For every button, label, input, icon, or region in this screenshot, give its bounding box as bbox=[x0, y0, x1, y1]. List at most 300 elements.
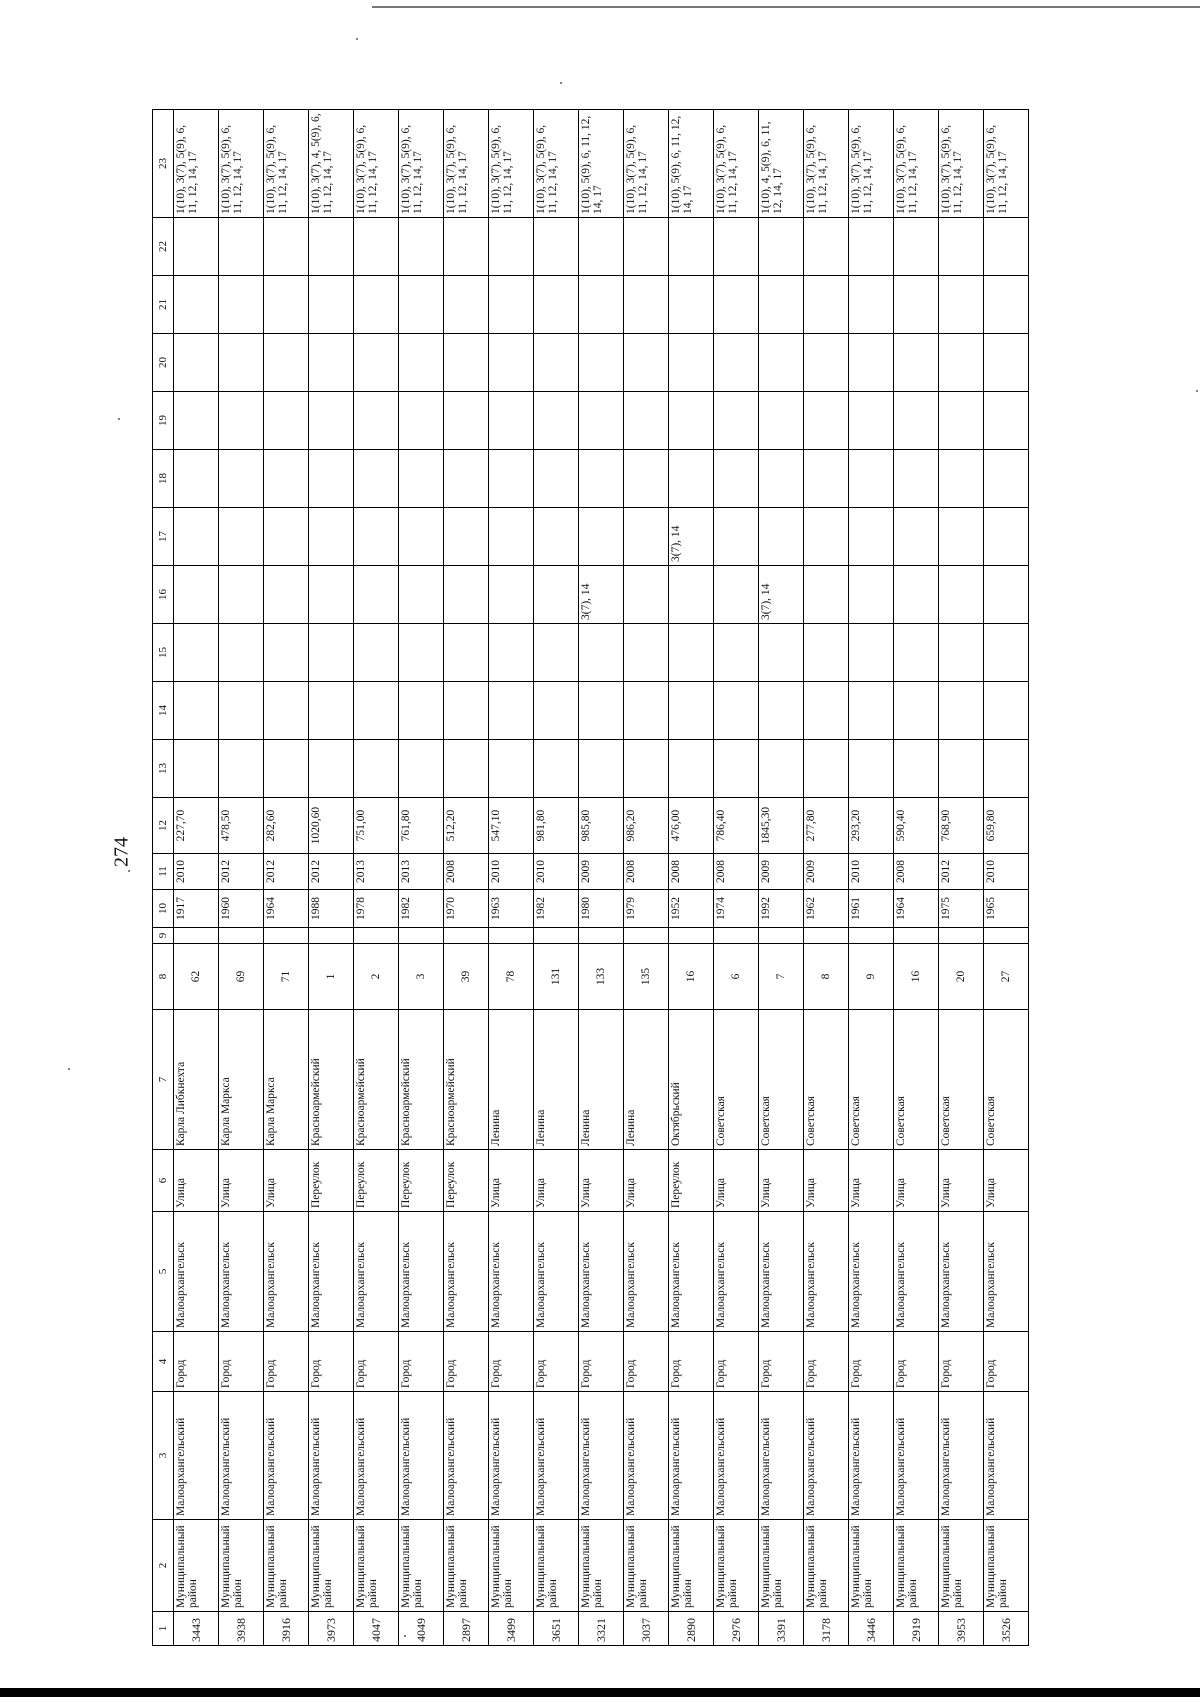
cell-c23: 1(10), 3(7), 5(9), 6, 11, 12, 14, 17 bbox=[534, 110, 579, 218]
cell-c14 bbox=[984, 682, 1029, 740]
cell-c20 bbox=[309, 334, 354, 392]
cell-c3: Малоархангельский bbox=[444, 1392, 489, 1520]
cell-c21 bbox=[219, 276, 264, 334]
cell-c9 bbox=[264, 928, 309, 944]
cell-c5: Малоархангельск bbox=[939, 1212, 984, 1332]
cell-c17: 3(7), 14 bbox=[669, 508, 714, 566]
cell-c13 bbox=[894, 740, 939, 798]
cell-c11: 2013 bbox=[399, 854, 444, 890]
column-number-20: 20 bbox=[153, 334, 174, 392]
cell-c18 bbox=[579, 450, 624, 508]
cell-c16 bbox=[219, 566, 264, 624]
cell-c3: Малоархангельский bbox=[399, 1392, 444, 1520]
cell-c14 bbox=[174, 682, 219, 740]
cell-c20 bbox=[354, 334, 399, 392]
cell-c16 bbox=[669, 566, 714, 624]
cell-c18 bbox=[399, 450, 444, 508]
cell-c15 bbox=[714, 624, 759, 682]
cell-c13 bbox=[174, 740, 219, 798]
cell-c7: Советская bbox=[939, 1010, 984, 1150]
cell-c22 bbox=[804, 218, 849, 276]
cell-c4: Город bbox=[489, 1332, 534, 1392]
cell-c1: 3037 bbox=[624, 1612, 669, 1646]
cell-c14 bbox=[354, 682, 399, 740]
cell-c13 bbox=[939, 740, 984, 798]
cell-c22 bbox=[579, 218, 624, 276]
cell-c5: Малоархангельск bbox=[309, 1212, 354, 1332]
cell-c5: Малоархангельск bbox=[489, 1212, 534, 1332]
rotated-table-wrapper bbox=[152, 110, 1086, 1646]
cell-c23: 1(10), 5(9), 6, 11, 12, 14, 17 bbox=[669, 110, 714, 218]
cell-c3: Малоархангельский bbox=[219, 1392, 264, 1520]
cell-c14 bbox=[714, 682, 759, 740]
cell-c9 bbox=[174, 928, 219, 944]
cell-c12: 293,20 bbox=[849, 798, 894, 854]
cell-c20 bbox=[264, 334, 309, 392]
cell-c5: Малоархангельск bbox=[669, 1212, 714, 1332]
cell-c10: 1980 bbox=[579, 890, 624, 928]
cell-c10: 1962 bbox=[804, 890, 849, 928]
cell-c9 bbox=[669, 928, 714, 944]
column-number-19: 19 bbox=[153, 392, 174, 450]
cell-c2: Муниципальный район bbox=[759, 1520, 804, 1612]
table-row bbox=[804, 110, 849, 1646]
cell-c22 bbox=[624, 218, 669, 276]
cell-c4: Город bbox=[894, 1332, 939, 1392]
cell-c7: Ленина bbox=[579, 1010, 624, 1150]
cell-c19 bbox=[894, 392, 939, 450]
cell-c4: Город bbox=[264, 1332, 309, 1392]
cell-c4: Город bbox=[534, 1332, 579, 1392]
cell-c18 bbox=[444, 450, 489, 508]
cell-c18 bbox=[354, 450, 399, 508]
cell-c18 bbox=[939, 450, 984, 508]
cell-c16 bbox=[849, 566, 894, 624]
cell-c16 bbox=[894, 566, 939, 624]
cell-c20 bbox=[174, 334, 219, 392]
cell-c3: Малоархангельский bbox=[309, 1392, 354, 1520]
cell-c19 bbox=[399, 392, 444, 450]
cell-c17 bbox=[984, 508, 1029, 566]
cell-c4: Город bbox=[624, 1332, 669, 1392]
cell-c8: 69 bbox=[219, 944, 264, 1010]
cell-c16 bbox=[354, 566, 399, 624]
cell-c22 bbox=[354, 218, 399, 276]
cell-c23: 1(10), 3(7), 5(9), 6, 11, 12, 14, 17 bbox=[399, 110, 444, 218]
cell-c8: 9 bbox=[849, 944, 894, 1010]
cell-c11: 2009 bbox=[804, 854, 849, 890]
cell-c18 bbox=[534, 450, 579, 508]
cell-c7: Советская bbox=[849, 1010, 894, 1150]
cell-c23: 1(10), 3(7), 5(9), 6, 11, 12, 14, 17 bbox=[939, 110, 984, 218]
cell-c6: Улица bbox=[579, 1150, 624, 1212]
cell-c4: Город bbox=[354, 1332, 399, 1392]
cell-c11: 2010 bbox=[984, 854, 1029, 890]
cell-c17 bbox=[489, 508, 534, 566]
cell-c19 bbox=[174, 392, 219, 450]
cell-c15 bbox=[489, 624, 534, 682]
cell-c8: 135 bbox=[624, 944, 669, 1010]
cell-c2: Муниципальный район bbox=[849, 1520, 894, 1612]
cell-c4: Город bbox=[804, 1332, 849, 1392]
cell-c7: Красноармейский bbox=[444, 1010, 489, 1150]
cell-c11: 2010 bbox=[174, 854, 219, 890]
cell-c19 bbox=[579, 392, 624, 450]
cell-c11: 2012 bbox=[939, 854, 984, 890]
table-row bbox=[534, 110, 579, 1646]
cell-c22 bbox=[669, 218, 714, 276]
cell-c5: Малоархангельск bbox=[399, 1212, 444, 1332]
cell-c15 bbox=[534, 624, 579, 682]
cell-c6: Переулок bbox=[354, 1150, 399, 1212]
cell-c21 bbox=[309, 276, 354, 334]
cell-c5: Малоархангельск bbox=[714, 1212, 759, 1332]
cell-c6: Улица bbox=[219, 1150, 264, 1212]
cell-c4: Город bbox=[309, 1332, 354, 1392]
cell-c11: 2009 bbox=[579, 854, 624, 890]
cell-c16 bbox=[489, 566, 534, 624]
cell-c13 bbox=[579, 740, 624, 798]
cell-c5: Малоархангельск bbox=[264, 1212, 309, 1332]
cell-c1: 3446 bbox=[849, 1612, 894, 1646]
cell-c6: Переулок bbox=[444, 1150, 489, 1212]
scan-speck bbox=[356, 38, 358, 40]
cell-c18 bbox=[894, 450, 939, 508]
cell-c21 bbox=[624, 276, 669, 334]
cell-c9 bbox=[309, 928, 354, 944]
cell-c22 bbox=[174, 218, 219, 276]
cell-c13 bbox=[624, 740, 669, 798]
cell-c1: 3973 bbox=[309, 1612, 354, 1646]
cell-c19 bbox=[534, 392, 579, 450]
cell-c21 bbox=[399, 276, 444, 334]
cell-c13 bbox=[399, 740, 444, 798]
cell-c7: Советская bbox=[894, 1010, 939, 1150]
cell-c22 bbox=[399, 218, 444, 276]
cell-c20 bbox=[489, 334, 534, 392]
cell-c16 bbox=[264, 566, 309, 624]
cell-c6: Переулок bbox=[399, 1150, 444, 1212]
cell-c4: Город bbox=[174, 1332, 219, 1392]
cell-c19 bbox=[444, 392, 489, 450]
column-number-12: 12 bbox=[153, 798, 174, 854]
cell-c5: Малоархангельск bbox=[894, 1212, 939, 1332]
cell-c14 bbox=[489, 682, 534, 740]
cell-c12: 768,90 bbox=[939, 798, 984, 854]
column-number-22: 22 bbox=[153, 218, 174, 276]
cell-c11: 2008 bbox=[624, 854, 669, 890]
cell-c18 bbox=[264, 450, 309, 508]
cell-c15 bbox=[399, 624, 444, 682]
top-rule bbox=[372, 6, 1200, 8]
cell-c17 bbox=[264, 508, 309, 566]
registry-table bbox=[152, 109, 1029, 1646]
cell-c22 bbox=[489, 218, 534, 276]
column-number-18: 18 bbox=[153, 450, 174, 508]
column-number-header bbox=[153, 110, 174, 1646]
cell-c23: 1(10), 5(9), 6, 11, 12, 14, 17 bbox=[579, 110, 624, 218]
cell-c21 bbox=[984, 276, 1029, 334]
cell-c3: Малоархангельский bbox=[579, 1392, 624, 1520]
cell-c17 bbox=[759, 508, 804, 566]
cell-c17 bbox=[354, 508, 399, 566]
cell-c12: 512,20 bbox=[444, 798, 489, 854]
cell-c11: 2010 bbox=[489, 854, 534, 890]
cell-c3: Малоархангельский bbox=[849, 1392, 894, 1520]
cell-c12: 590,40 bbox=[894, 798, 939, 854]
cell-c20 bbox=[984, 334, 1029, 392]
table-row bbox=[894, 110, 939, 1646]
cell-c6: Улица bbox=[894, 1150, 939, 1212]
cell-c22 bbox=[894, 218, 939, 276]
cell-c11: 2012 bbox=[264, 854, 309, 890]
cell-c9 bbox=[534, 928, 579, 944]
table-row bbox=[714, 110, 759, 1646]
cell-c17 bbox=[444, 508, 489, 566]
cell-c23: 1(10), 3(7), 5(9), 6, 11, 12, 14, 17 bbox=[174, 110, 219, 218]
cell-c6: Улица bbox=[174, 1150, 219, 1212]
cell-c9 bbox=[849, 928, 894, 944]
cell-c22 bbox=[309, 218, 354, 276]
column-number-16: 16 bbox=[153, 566, 174, 624]
cell-c2: Муниципальный район bbox=[174, 1520, 219, 1612]
cell-c21 bbox=[714, 276, 759, 334]
cell-c21 bbox=[444, 276, 489, 334]
cell-c16 bbox=[804, 566, 849, 624]
scan-speck bbox=[128, 870, 130, 872]
cell-c10: 1917 bbox=[174, 890, 219, 928]
cell-c6: Улица bbox=[534, 1150, 579, 1212]
cell-c10: 1982 bbox=[534, 890, 579, 928]
cell-c22 bbox=[534, 218, 579, 276]
cell-c11: 2008 bbox=[669, 854, 714, 890]
cell-c7: Советская bbox=[804, 1010, 849, 1150]
cell-c12: 985,80 bbox=[579, 798, 624, 854]
cell-c16 bbox=[444, 566, 489, 624]
cell-c5: Малоархангельск bbox=[804, 1212, 849, 1332]
cell-c12: 751,00 bbox=[354, 798, 399, 854]
cell-c11: 2012 bbox=[219, 854, 264, 890]
cell-c10: 1970 bbox=[444, 890, 489, 928]
cell-c14 bbox=[804, 682, 849, 740]
cell-c15 bbox=[849, 624, 894, 682]
cell-c20 bbox=[444, 334, 489, 392]
cell-c9 bbox=[759, 928, 804, 944]
cell-c2: Муниципальный район bbox=[669, 1520, 714, 1612]
cell-c7: Октябрьский bbox=[669, 1010, 714, 1150]
cell-c20 bbox=[939, 334, 984, 392]
cell-c10: 1964 bbox=[264, 890, 309, 928]
cell-c21 bbox=[669, 276, 714, 334]
cell-c15 bbox=[264, 624, 309, 682]
cell-c2: Муниципальный район bbox=[489, 1520, 534, 1612]
table-row bbox=[579, 110, 624, 1646]
cell-c14 bbox=[264, 682, 309, 740]
column-number-4: 4 bbox=[153, 1332, 174, 1392]
cell-c17 bbox=[174, 508, 219, 566]
cell-c23: 1(10), 3(7), 5(9), 6, 11, 12, 14, 17 bbox=[804, 110, 849, 218]
cell-c5: Малоархангельск bbox=[849, 1212, 894, 1332]
cell-c1: 3178 bbox=[804, 1612, 849, 1646]
cell-c19 bbox=[624, 392, 669, 450]
cell-c22 bbox=[984, 218, 1029, 276]
cell-c8: 27 bbox=[984, 944, 1029, 1010]
cell-c1: 4047 bbox=[354, 1612, 399, 1646]
cell-c9 bbox=[489, 928, 534, 944]
cell-c22 bbox=[939, 218, 984, 276]
cell-c15 bbox=[939, 624, 984, 682]
column-number-1: 1 bbox=[153, 1612, 174, 1646]
cell-c15 bbox=[579, 624, 624, 682]
cell-c7: Карла Маркса bbox=[219, 1010, 264, 1150]
cell-c3: Малоархангельский bbox=[894, 1392, 939, 1520]
cell-c3: Малоархангельский bbox=[759, 1392, 804, 1520]
cell-c4: Город bbox=[714, 1332, 759, 1392]
cell-c23: 1(10), 3(7), 4, 5(9), 6, 11, 12, 14, 17 bbox=[309, 110, 354, 218]
cell-c10: 1960 bbox=[219, 890, 264, 928]
cell-c2: Муниципальный район bbox=[579, 1520, 624, 1612]
cell-c20 bbox=[624, 334, 669, 392]
cell-c18 bbox=[804, 450, 849, 508]
table-row bbox=[444, 110, 489, 1646]
cell-c7: Советская bbox=[714, 1010, 759, 1150]
cell-c16 bbox=[309, 566, 354, 624]
cell-c9 bbox=[354, 928, 399, 944]
cell-c12: 1020,60 bbox=[309, 798, 354, 854]
cell-c17 bbox=[579, 508, 624, 566]
cell-c20 bbox=[669, 334, 714, 392]
cell-c16 bbox=[624, 566, 669, 624]
column-number-2: 2 bbox=[153, 1520, 174, 1612]
cell-c12: 277,80 bbox=[804, 798, 849, 854]
cell-c2: Муниципальный район bbox=[219, 1520, 264, 1612]
cell-c6: Улица bbox=[984, 1150, 1029, 1212]
cell-c23: 1(10), 3(7), 5(9), 6, 11, 12, 14, 17 bbox=[444, 110, 489, 218]
cell-c1: 3651 bbox=[534, 1612, 579, 1646]
cell-c19 bbox=[489, 392, 534, 450]
cell-c5: Малоархангельск bbox=[219, 1212, 264, 1332]
cell-c11: 2010 bbox=[849, 854, 894, 890]
cell-c14 bbox=[669, 682, 714, 740]
table-body bbox=[174, 110, 1029, 1646]
column-number-5: 5 bbox=[153, 1212, 174, 1332]
cell-c8: 2 bbox=[354, 944, 399, 1010]
cell-c14 bbox=[624, 682, 669, 740]
scan-speck bbox=[68, 1068, 70, 1070]
cell-c12: 282,60 bbox=[264, 798, 309, 854]
cell-c21 bbox=[174, 276, 219, 334]
cell-c6: Переулок bbox=[669, 1150, 714, 1212]
cell-c8: 39 bbox=[444, 944, 489, 1010]
cell-c23: 1(10), 3(7), 5(9), 6, 11, 12, 14, 17 bbox=[219, 110, 264, 218]
cell-c18 bbox=[309, 450, 354, 508]
column-number-10: 10 bbox=[153, 890, 174, 928]
cell-c11: 2008 bbox=[894, 854, 939, 890]
cell-c5: Малоархангельск bbox=[354, 1212, 399, 1332]
cell-c20 bbox=[219, 334, 264, 392]
cell-c5: Малоархангельск bbox=[624, 1212, 669, 1332]
cell-c3: Малоархангельский bbox=[354, 1392, 399, 1520]
cell-c5: Малоархангельск bbox=[174, 1212, 219, 1332]
cell-c10: 1992 bbox=[759, 890, 804, 928]
cell-c7: Карла Маркса bbox=[264, 1010, 309, 1150]
cell-c3: Малоархангельский bbox=[624, 1392, 669, 1520]
cell-c8: 3 bbox=[399, 944, 444, 1010]
cell-c19 bbox=[849, 392, 894, 450]
cell-c4: Город bbox=[939, 1332, 984, 1392]
cell-c12: 476,00 bbox=[669, 798, 714, 854]
cell-c1: 3916 bbox=[264, 1612, 309, 1646]
cell-c14 bbox=[534, 682, 579, 740]
table-row bbox=[939, 110, 984, 1646]
cell-c3: Малоархангельский bbox=[804, 1392, 849, 1520]
cell-c2: Муниципальный район bbox=[309, 1520, 354, 1612]
cell-c22 bbox=[264, 218, 309, 276]
cell-c8: 62 bbox=[174, 944, 219, 1010]
table-row bbox=[219, 110, 264, 1646]
cell-c10: 1974 bbox=[714, 890, 759, 928]
column-number-8: 8 bbox=[153, 944, 174, 1010]
cell-c8: 16 bbox=[669, 944, 714, 1010]
cell-c19 bbox=[669, 392, 714, 450]
cell-c18 bbox=[849, 450, 894, 508]
cell-c14 bbox=[444, 682, 489, 740]
cell-c17 bbox=[939, 508, 984, 566]
cell-c21 bbox=[489, 276, 534, 334]
cell-c10: 1988 bbox=[309, 890, 354, 928]
cell-c23: 1(10), 3(7), 5(9), 6, 11, 12, 14, 17 bbox=[264, 110, 309, 218]
cell-c22 bbox=[759, 218, 804, 276]
cell-c8: 71 bbox=[264, 944, 309, 1010]
cell-c21 bbox=[939, 276, 984, 334]
cell-c5: Малоархангельск bbox=[444, 1212, 489, 1332]
cell-c8: 131 bbox=[534, 944, 579, 1010]
cell-c10: 1982 bbox=[399, 890, 444, 928]
table-row bbox=[399, 110, 444, 1646]
cell-c23: 1(10), 3(7), 5(9), 6, 11, 12, 14, 17 bbox=[624, 110, 669, 218]
cell-c9 bbox=[894, 928, 939, 944]
table-row bbox=[669, 110, 714, 1646]
cell-c15 bbox=[624, 624, 669, 682]
table-row bbox=[624, 110, 669, 1646]
cell-c14 bbox=[579, 682, 624, 740]
cell-c12: 786,40 bbox=[714, 798, 759, 854]
cell-c13 bbox=[489, 740, 534, 798]
cell-c13 bbox=[804, 740, 849, 798]
cell-c13 bbox=[354, 740, 399, 798]
cell-c3: Малоархангельский bbox=[489, 1392, 534, 1520]
cell-c19 bbox=[354, 392, 399, 450]
cell-c12: 1845,30 bbox=[759, 798, 804, 854]
cell-c20 bbox=[804, 334, 849, 392]
cell-c4: Город bbox=[759, 1332, 804, 1392]
cell-c17 bbox=[399, 508, 444, 566]
cell-c12: 227,70 bbox=[174, 798, 219, 854]
cell-c14 bbox=[219, 682, 264, 740]
cell-c9 bbox=[804, 928, 849, 944]
cell-c15 bbox=[759, 624, 804, 682]
cell-c16 bbox=[399, 566, 444, 624]
cell-c3: Малоархангельский bbox=[939, 1392, 984, 1520]
cell-c7: Советская bbox=[984, 1010, 1029, 1150]
cell-c23: 1(10), 3(7), 5(9), 6, 11, 12, 14, 17 bbox=[354, 110, 399, 218]
cell-c2: Муниципальный район bbox=[444, 1520, 489, 1612]
cell-c6: Улица bbox=[489, 1150, 534, 1212]
cell-c21 bbox=[579, 276, 624, 334]
cell-c6: Улица bbox=[264, 1150, 309, 1212]
cell-c6: Улица bbox=[939, 1150, 984, 1212]
cell-c8: 6 bbox=[714, 944, 759, 1010]
